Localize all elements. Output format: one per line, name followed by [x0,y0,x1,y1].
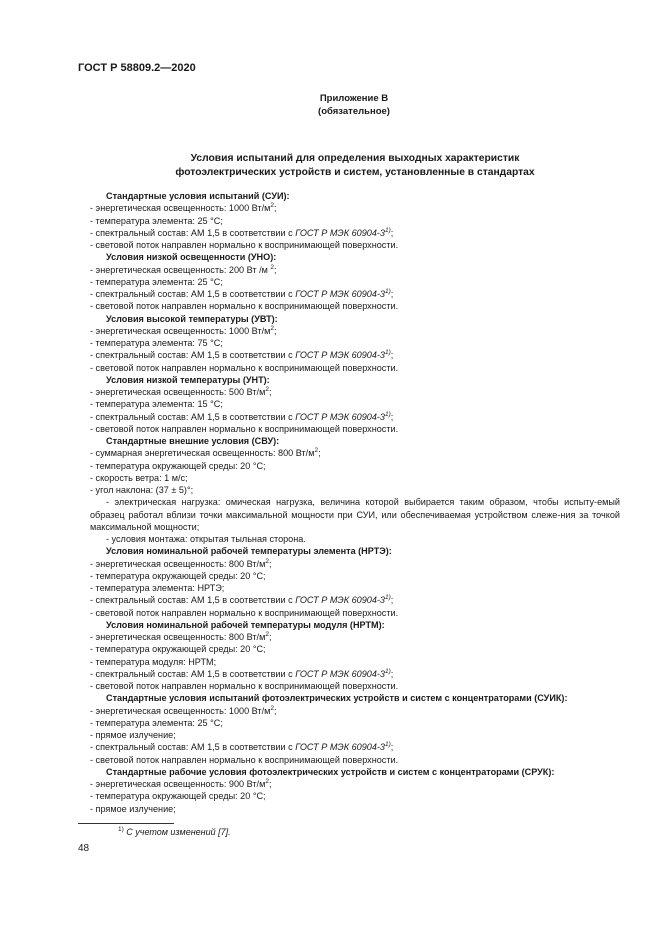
appendix-note: (обязательное) [318,106,390,117]
appendix-heading [296,92,412,118]
condition-item: - угол наклона: (37 ± 5)°; [90,485,194,495]
document-code: ГОСТ Р 58809.2—2020 [78,62,196,74]
condition-item: - спектральный состав: АМ 1,5 в соответствии с ГОСТ Р МЭК 60904-3$^{1)}$; [90,594,394,606]
condition-item: - энергетическая освещенность: 1000 $Вт/м^2$; [90,324,277,336]
condition-item: - спектральный состав: АМ 1,5 в соответствии с ГОСТ Р МЭК 60904-3$^{1)}$; [90,741,394,753]
condition-item: - условия монтажа: открытая тыльная сторона. [106,534,306,544]
condition-heading: Условия номинальной рабочей температуры элемента (НРТЭ): [106,546,392,557]
condition-item: - спектральный состав: АМ 1,5 в соответствии с ГОСТ Р МЭК 60904-3$^{1)}$; [90,288,394,299]
title-line-2: фотоэлектрических устройств и систем, установленные в стандартах [175,167,535,178]
appendix-title: Приложение В [319,93,389,104]
condition-heading: Условия низкой освещенности (УНО): [106,252,277,263]
footnote [118,827,231,837]
section-title [110,152,600,180]
page-number: 48 [78,843,90,854]
condition-item: - спектральный состав: АМ 1,5 в соответствии с ГОСТ Р МЭК 60904-3$^{1)}$; [90,349,394,361]
condition-item: - энергетическая освещенность: 1000 $Вт/м^2$; [90,704,277,716]
condition-item: - спектральный состав: АМ 1,5 в соответствии с ГОСТ Р МЭК 60904-3$^{1)}$; [90,226,394,238]
footnote-divider [78,823,174,824]
condition-item: - энергетическая освещенность: 1000 $Вт/м^2$; [90,202,277,214]
condition-item: - энергетическая освещенность: 200 Вт /м $^2$; [90,263,277,275]
condition-item: - энергетическая освещенность: 800 $Вт/м^2$; [90,557,272,569]
condition-heading: Стандартные рабочие условия фотоэлектрических устройств и систем с концентраторами (СРУК): [106,766,555,777]
condition-item: - температура окружающей среды: 20 °С; [90,644,266,655]
condition-heading: Стандартные условия испытаний (СУИ): [106,191,290,201]
footnote-text: С учетом изменений [7]. [126,827,231,837]
condition-item: - световой поток направлен нормально к воспринимающей поверхности. [90,362,399,373]
condition-heading: Условия низкой температуры (УНТ): [106,374,270,385]
condition-item: - энергетическая освещенность: 800 $Вт/м^2$; [90,631,272,642]
condition-item: - энергетическая освещенность: 900 $Вт/м^2$; [90,778,272,789]
condition-heading: Условия номинальной рабочей температуры модуля (НРТМ): [106,619,385,630]
condition-item: - световой поток направлен нормально к воспринимающей поверхности. [90,607,399,618]
condition-item: - спектральный состав: АМ 1,5 в соответствии с ГОСТ Р МЭК 60904-3$^{1)}$; [90,410,394,422]
condition-item: - энергетическая освещенность: 500 $Вт/м^2$; [90,386,272,397]
condition-item: - температура модуля: НРТМ; [90,656,217,667]
condition-item: - температура элемента: НРТЭ; [90,583,225,593]
condition-heading: Стандартные условия испытаний фотоэлектрических устройств и систем с концентраторами (СУИК): [106,693,568,704]
condition-item: - температура окружающей среды: 20 °С; [90,570,266,581]
condition-item: - температура элемента: 25 °С; [90,215,223,226]
condition-item: - световой поток направлен нормально к воспринимающей поверхности. [90,240,399,250]
condition-item: - температура элемента: 25 °С; [90,276,223,287]
condition-heading: Условия высокой температуры (УВТ): [106,313,278,324]
condition-item: - световой поток направлен нормально к воспринимающей поверхности. [90,681,399,691]
condition-item: - температура окружающей среды: 20 °С; [90,460,266,471]
conditions-list [90,190,620,815]
condition-item: - прямое излучение; [90,803,176,814]
condition-item: - суммарная энергетическая освещенность: 800 $Вт/м^2$; [90,447,321,459]
condition-item: - температура элемента: 75 °С; [90,338,223,348]
title-line-1: Условия испытаний для определения выходных характеристик [190,153,520,164]
condition-item: - спектральный состав: АМ 1,5 в соответствии с ГОСТ Р МЭК 60904-3$^{1)}$; [90,667,394,679]
condition-item: - температура элемента: 25 °С; [90,717,223,728]
footnote-mark: 1) [118,826,124,833]
condition-item: - температура элемента: 15 °С; [90,399,223,410]
condition-item: - температура окружающей среды: 20 °С; [90,791,266,802]
condition-item: - скорость ветра: 1 м/с; [90,472,188,483]
condition-item: - прямое излучение; [90,730,176,740]
condition-item: - световой поток направлен нормально к воспринимающей поверхности. [90,754,399,765]
condition-item: - световой поток направлен нормально к воспринимающей поверхности. [90,301,399,312]
condition-heading: Стандартные внешние условия (СВУ): [106,436,280,446]
condition-item: - световой поток направлен нормально к воспринимающей поверхности. [90,423,399,434]
condition-paragraph: - электрическая нагрузка: омическая нагрузка, величина которой выбирается таким образом, чтобы испыту-емый образец работал вблизи точки максимальной мощности при СУИ, или обеспечиваемая устройством слеже-ния за точкой максимальной мощности; [90,497,620,532]
